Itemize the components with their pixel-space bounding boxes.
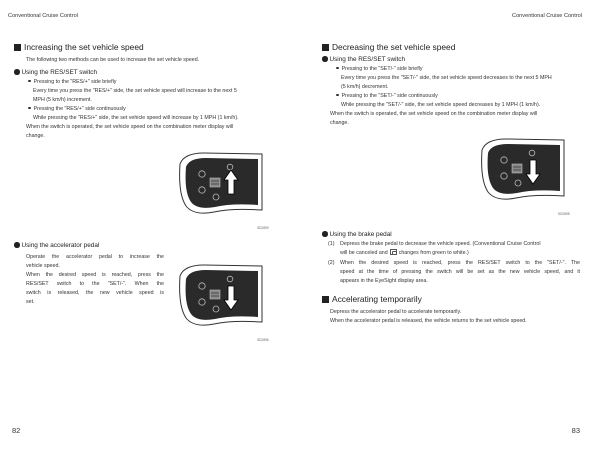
accel-p1-line1: Operate the accelerator pedal to increase the bbox=[26, 254, 164, 260]
accel-temp-line1: Depress the accelerator pedal to accelerate temporarily. bbox=[330, 309, 462, 315]
brake-item2-line1: When the desired speed is reached, press the RES/SET switch to the "SET/-". The bbox=[340, 260, 580, 266]
section-title-decreasing: Decreasing the set vehicle speed bbox=[322, 42, 455, 52]
brake-item1-line1: Depress the brake pedal to decrease the vehicle speed. (Conventional Cruise Control bbox=[340, 241, 541, 247]
switch-note-line2: change. bbox=[26, 133, 45, 139]
page-number-left: 82 bbox=[12, 426, 21, 435]
bullet-set-minus-brief: Pressing to the "SET/-" side briefly bbox=[336, 65, 423, 74]
r-switch-note-line1: When the switch is operated, the set vehicle speed on the combination meter display will bbox=[330, 111, 538, 117]
accel-temp-line2: When the accelerator pedal is released, the vehicle returns to the set vehicle speed. bbox=[330, 318, 527, 324]
bullet2-desc: While pressing the "RES/+" side, the set vehicle speed will increase by 1 MPH (1 km/h). bbox=[33, 115, 239, 121]
cruise-control-indicator-icon bbox=[390, 249, 397, 255]
brake-item1-num: (1) bbox=[328, 241, 335, 247]
square-bullet-icon bbox=[322, 296, 329, 303]
section-title-increasing: Increasing the set vehicle speed bbox=[14, 42, 144, 52]
accel-p2-line3: switch is released, the new vehicle speed is bbox=[26, 290, 164, 296]
bullet-dot-icon bbox=[336, 94, 339, 97]
bullet1-desc-line2: MPH (5 km/h) increment. bbox=[33, 97, 92, 103]
running-head-right: Conventional Cruise Control bbox=[512, 13, 582, 19]
brake-item1-line2: will be canceled and changes from green to white.) bbox=[340, 250, 469, 256]
round-bullet-icon bbox=[14, 242, 20, 248]
intro-text: The following two methods can be used to increase the set vehicle speed. bbox=[26, 57, 200, 63]
bullet-set-minus-continuous: Pressing to the "SET/-" side continuously bbox=[336, 92, 438, 101]
accel-p2-line4: set. bbox=[26, 299, 35, 305]
r-bullet1-desc-line2: (5 km/h) decrement. bbox=[341, 84, 389, 90]
subsection-title-res-set-right: Using the RES/SET switch bbox=[322, 56, 405, 63]
figure-code-3: SD2898 bbox=[558, 212, 570, 216]
figure-code-2: SD2896 bbox=[257, 338, 269, 342]
accel-p1-line2: vehicle speed. bbox=[26, 263, 60, 269]
accel-p2-line2: RES/SET switch to the "SET/-". When the bbox=[26, 281, 164, 287]
subsection-title-res-set: Using the RES/SET switch bbox=[14, 69, 97, 76]
brake-item2-line2: speed at the time of pressing the switch will be set as the new vehicle speed, and it bbox=[340, 269, 580, 275]
square-bullet-icon bbox=[14, 44, 21, 51]
steering-switch-figure-up bbox=[174, 150, 266, 222]
bullet-dot-icon bbox=[336, 67, 339, 70]
square-bullet-icon bbox=[322, 44, 329, 51]
bullet-res-plus-brief: Pressing to the "RES/+" side briefly bbox=[28, 78, 116, 87]
r-bullet2-desc: While pressing the "SET/-" side, the set vehicle speed decreases by 1 MPH (1 km/h). bbox=[341, 102, 541, 108]
round-bullet-icon bbox=[322, 231, 328, 237]
page-number-right: 83 bbox=[571, 426, 580, 435]
brake-item2-num: (2) bbox=[328, 260, 335, 266]
subsection-title-brake: Using the brake pedal bbox=[322, 231, 392, 238]
r-bullet1-desc-line1: Every time you press the "SET/-" side, the set vehicle speed decreases to the next 5 MPH bbox=[341, 75, 552, 81]
bullet1-desc-line1: Every time you press the "RES/+" side, the set vehicle speed will increase to the next 5 bbox=[33, 88, 237, 94]
running-head-left: Conventional Cruise Control bbox=[8, 13, 78, 19]
brake-item2-line3: appears in the EyeSight display area. bbox=[340, 278, 428, 284]
bullet-dot-icon bbox=[28, 107, 31, 110]
steering-switch-figure-down-left bbox=[174, 262, 266, 334]
round-bullet-icon bbox=[14, 69, 20, 75]
round-bullet-icon bbox=[322, 56, 328, 62]
r-switch-note-line2: change. bbox=[330, 120, 349, 126]
accel-p2-line1: When the desired speed is reached, press the bbox=[26, 272, 164, 278]
right-page bbox=[300, 0, 600, 450]
section-title-accelerating: Accelerating temporarily bbox=[322, 294, 422, 304]
bullet-res-plus-continuous: Pressing the "RES/+" side continuously bbox=[28, 105, 126, 114]
switch-note-line1: When the switch is operated, the set vehicle speed on the combination meter display will bbox=[26, 124, 234, 130]
subsection-title-accelerator: Using the accelerator pedal bbox=[14, 242, 99, 249]
bullet-dot-icon bbox=[28, 80, 31, 83]
steering-switch-figure-down-right bbox=[476, 136, 568, 208]
figure-code-1: SD2899 bbox=[257, 226, 269, 230]
